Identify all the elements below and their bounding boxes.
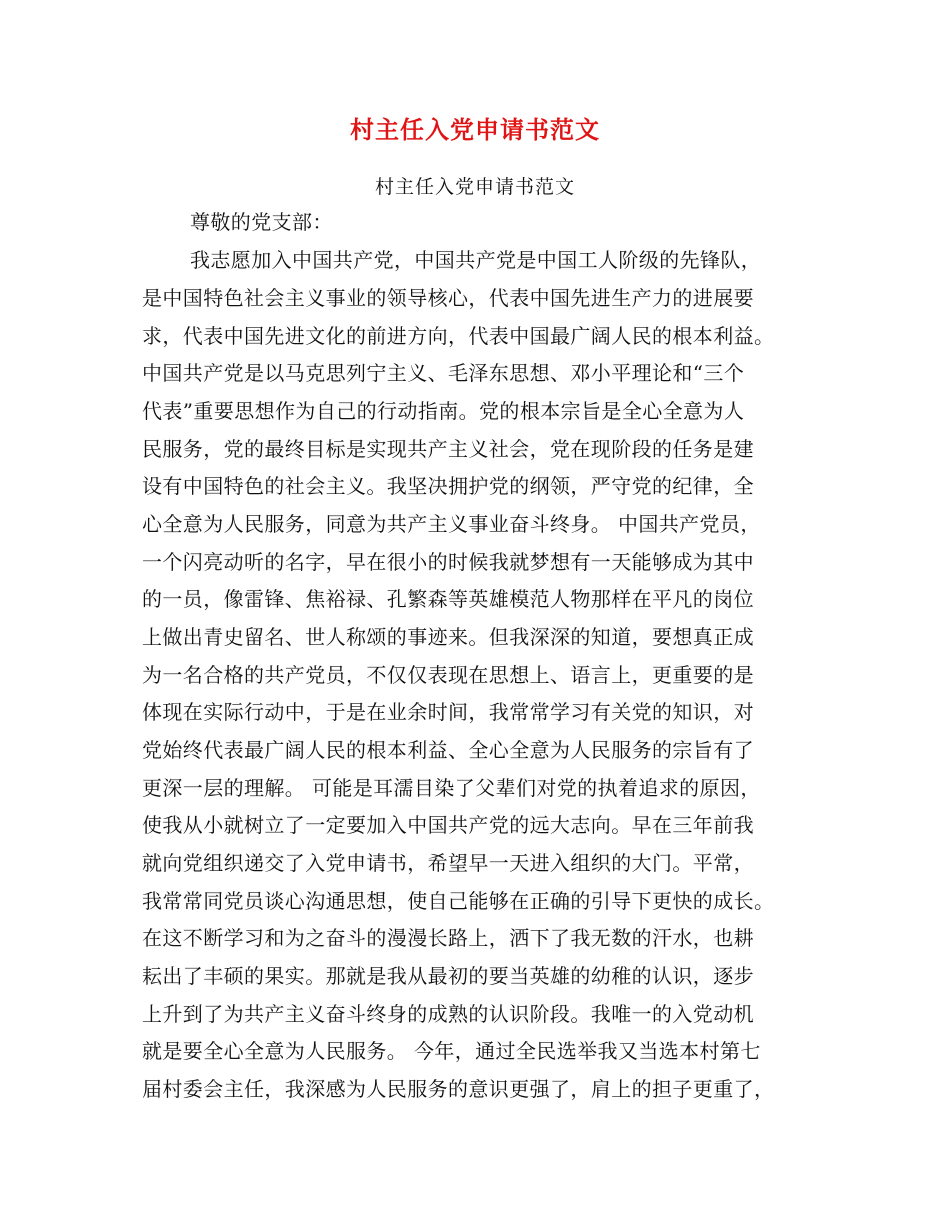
body-line: 一个闪亮动听的名字，早在很小的时候我就梦想有一天能够成为其中 — [142, 550, 754, 574]
body-line: 设有中国特色的社会主义。我坚决拥护党的纲领，严守党的纪律，全 — [142, 474, 754, 498]
body-line: 耘出了丰硕的果实。那就是我从最初的要当英雄的幼稚的认识，逐步 — [142, 964, 754, 988]
body-line: 上升到了为共产主义奋斗终身的成熟的认识阶段。我唯一的入党动机 — [142, 1002, 754, 1026]
body-line: 更深一层的理解。 可能是耳濡目染了父辈们对党的执着追求的原因， — [142, 776, 761, 800]
body-line: 求，代表中国先进文化的前进方向，代表中国最广阔人民的根本利益。 — [142, 324, 775, 348]
body-line: 中国共产党是以马克思列宁主义、毛泽东思想、邓小平理论和“三个 — [142, 361, 745, 385]
body-line: 是中国特色社会主义事业的领导核心，代表中国先进生产力的进展要 — [142, 286, 754, 310]
body-line: 体现在实际行动中，于是在业余时间，我常常学习有关党的知识，对 — [142, 700, 754, 724]
body-line: 我志愿加入中国共产党，中国共产党是中国工人阶级的先锋队， — [190, 248, 762, 272]
body-line: 在这不断学习和为之奋斗的漫漫长路上，洒下了我无数的汗水，也耕 — [142, 926, 754, 950]
body-line: 我常常同党员谈心沟通思想，使自己能够在正确的引导下更快的成长。 — [142, 889, 775, 913]
body-line: 就是要全心全意为人民服务。 今年，通过全民选举我又当选本村第七 — [142, 1039, 761, 1063]
salutation: 尊敬的党支部： — [190, 210, 333, 234]
body-line: 届村委会主任，我深感为人民服务的意识更强了，肩上的担子更重了， — [142, 1077, 775, 1101]
body-line: 心全意为人民服务，同意为共产主义事业奋斗终身。 中国共产党员， — [142, 512, 761, 536]
document-title: 村主任入党申请书范文 — [350, 115, 600, 144]
body-line: 的一员，像雷锋、焦裕禄、孔繁森等英雄模范人物那样在平凡的岗位 — [142, 587, 754, 611]
body-line: 党始终代表最广阔人民的根本利益、全心全意为人民服务的宗旨有了 — [142, 738, 754, 762]
body-line: 为一名合格的共产党员，不仅仅表现在思想上、语言上，更重要的是 — [142, 663, 754, 687]
body-line: 民服务，党的最终目标是实现共产主义社会，党在现阶段的任务是建 — [142, 437, 754, 461]
document-subtitle: 村主任入党申请书范文 — [374, 176, 575, 198]
body-line: 上做出青史留名、世人称颂的事迹来。但我深深的知道，要想真正成 — [142, 625, 754, 649]
body-line: 就向党组织递交了入党申请书，希望早一天进入组织的大门。平常， — [142, 851, 754, 875]
body-line: 使我从小就树立了一定要加入中国共产党的远大志向。早在三年前我 — [142, 813, 754, 837]
body-line: 代表”重要思想作为自己的行动指南。党的根本宗旨是全心全意为人 — [142, 399, 745, 423]
